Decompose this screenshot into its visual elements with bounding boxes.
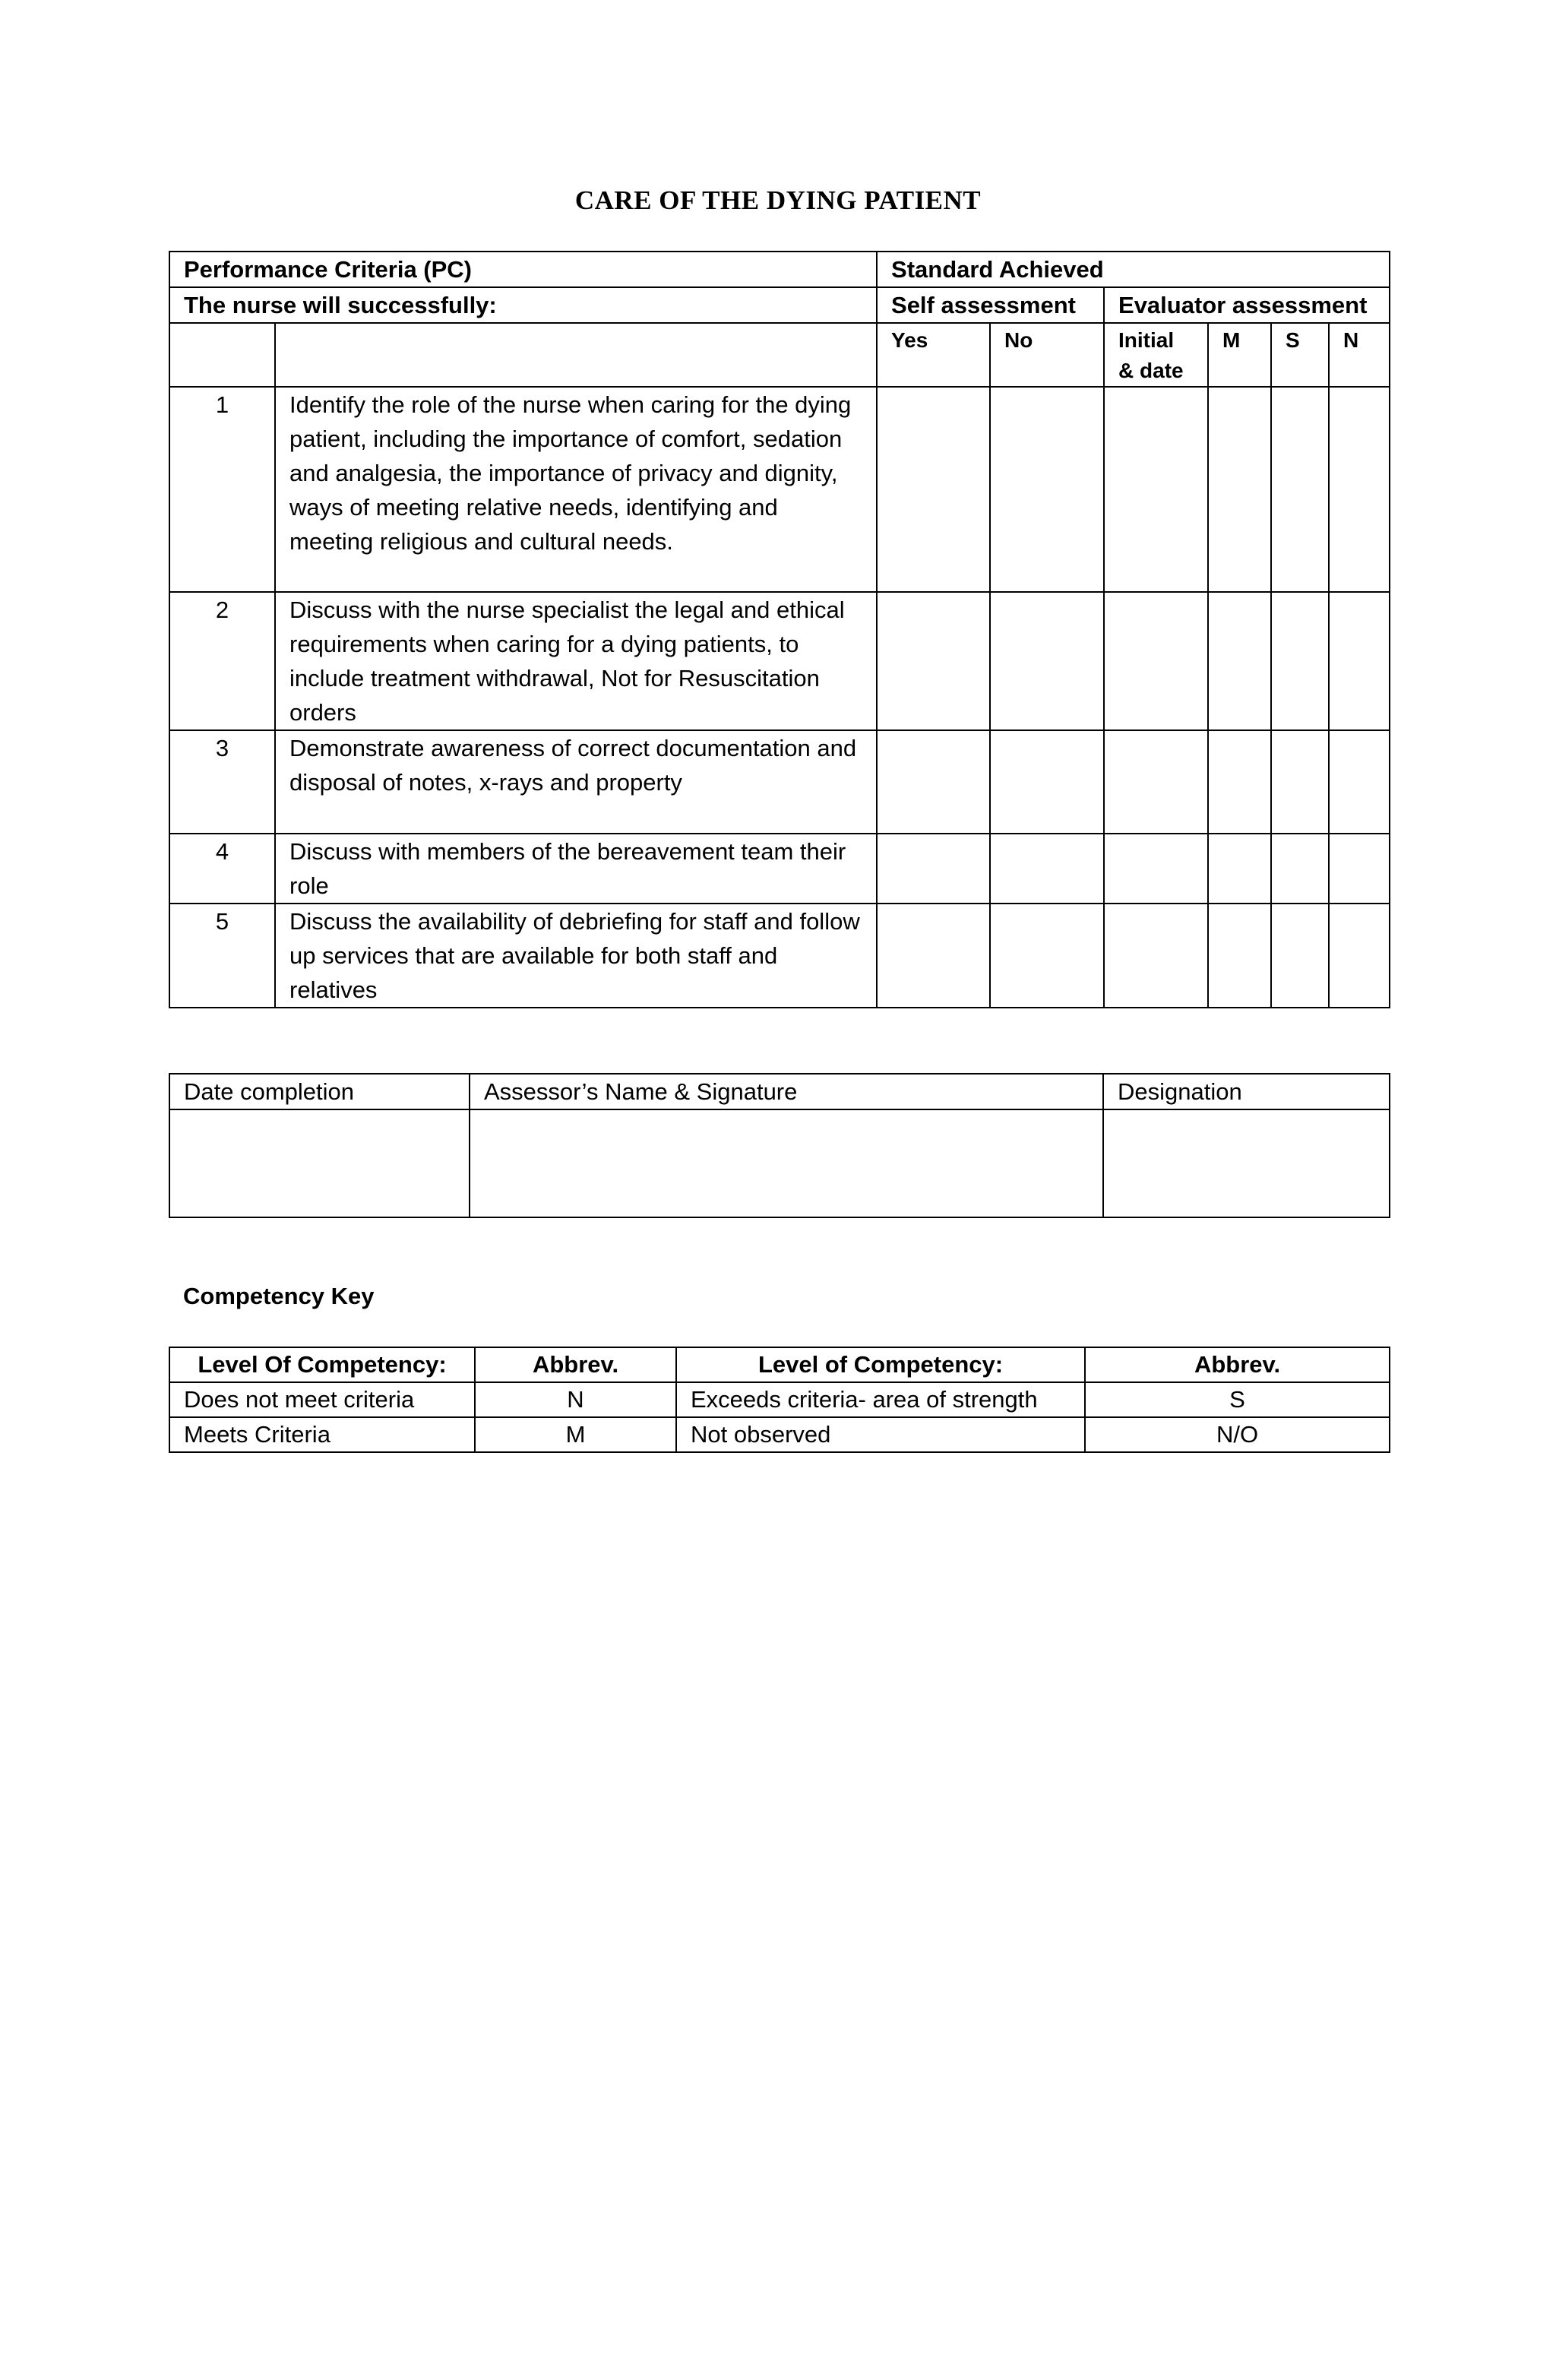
criteria-text: Discuss the availability of debriefing for staff and follow up services that are available for both staff and relatives <box>275 904 877 1008</box>
no-cell[interactable] <box>990 387 1104 592</box>
no-cell[interactable] <box>990 730 1104 834</box>
s-cell[interactable] <box>1271 834 1329 904</box>
n-cell[interactable] <box>1329 904 1390 1008</box>
s-cell[interactable] <box>1271 730 1329 834</box>
assessor-signature-field[interactable] <box>470 1109 1103 1217</box>
designation-field[interactable] <box>1103 1109 1390 1217</box>
self-assessment-header: Self assessment <box>877 287 1104 323</box>
key-header-level: Level Of Competency: <box>169 1347 475 1382</box>
key-abbrev: S <box>1085 1382 1390 1417</box>
nurse-will-header: The nurse will successfully: <box>169 287 877 323</box>
table-row <box>169 1382 1390 1417</box>
initial-date-cell[interactable] <box>1104 592 1208 730</box>
n-cell[interactable] <box>1329 834 1390 904</box>
initial-date-header <box>1104 323 1208 387</box>
yes-cell[interactable] <box>877 904 990 1008</box>
criteria-number: 1 <box>169 387 275 592</box>
n-cell[interactable] <box>1329 730 1390 834</box>
n-cell[interactable] <box>1329 592 1390 730</box>
yes-cell[interactable] <box>877 730 990 834</box>
no-cell[interactable] <box>990 592 1104 730</box>
criteria-number: 2 <box>169 592 275 730</box>
s-cell[interactable] <box>1271 904 1329 1008</box>
standard-achieved-header: Standard Achieved <box>877 252 1390 287</box>
m-cell[interactable] <box>1208 730 1271 834</box>
criteria-number: 4 <box>169 834 275 904</box>
s-cell[interactable] <box>1271 592 1329 730</box>
completion-table <box>169 1073 1390 1218</box>
key-header-level-2: Level of Competency: <box>676 1347 1085 1382</box>
key-header-abbrev-2: Abbrev. <box>1085 1347 1390 1382</box>
table-row <box>169 1417 1390 1452</box>
table-row <box>169 834 1390 904</box>
m-cell[interactable] <box>1208 592 1271 730</box>
initial-date-cell[interactable] <box>1104 730 1208 834</box>
key-abbrev: N <box>475 1382 676 1417</box>
initial-date-cell[interactable] <box>1104 904 1208 1008</box>
empty-cell <box>169 323 275 387</box>
key-level: Not observed <box>676 1417 1085 1452</box>
designation-header: Designation <box>1103 1074 1390 1109</box>
criteria-text: Identify the role of the nurse when caring for the dying patient, including the importance of comfort, sedation and analgesia, the importance of privacy and dignity, ways of meeting relative needs, identifying and meeting religious and cultural needs. <box>275 387 877 592</box>
key-abbrev: N/O <box>1085 1417 1390 1452</box>
yes-cell[interactable] <box>877 387 990 592</box>
table-row <box>169 904 1390 1008</box>
performance-criteria-header: Performance Criteria (PC) <box>169 252 877 287</box>
empty-cell <box>275 323 877 387</box>
initial-label: Initial <box>1118 328 1175 352</box>
s-cell[interactable] <box>1271 387 1329 592</box>
criteria-number: 5 <box>169 904 275 1008</box>
criteria-text: Discuss with the nurse specialist the legal and ethical requirements when caring for a dying patients, to include treatment withdrawal, Not for Resuscitation orders <box>275 592 877 730</box>
table-row <box>169 730 1390 834</box>
performance-criteria-table <box>169 251 1390 1008</box>
date-label: & date <box>1118 359 1184 382</box>
date-completion-field[interactable] <box>169 1109 470 1217</box>
table-row <box>169 387 1390 592</box>
assessor-header: Assessor’s Name & Signature <box>470 1074 1103 1109</box>
key-header-abbrev: Abbrev. <box>475 1347 676 1382</box>
criteria-text: Demonstrate awareness of correct documentation and disposal of notes, x-rays and property <box>275 730 877 834</box>
m-cell[interactable] <box>1208 904 1271 1008</box>
key-level: Meets Criteria <box>169 1417 475 1452</box>
m-cell[interactable] <box>1208 834 1271 904</box>
page-title: CARE OF THE DYING PATIENT <box>574 185 982 215</box>
key-abbrev: M <box>475 1417 676 1452</box>
competency-key-label: Competency Key <box>183 1283 375 1309</box>
yes-cell[interactable] <box>877 592 990 730</box>
competency-key-table <box>169 1347 1390 1453</box>
initial-date-cell[interactable] <box>1104 387 1208 592</box>
key-level: Does not meet criteria <box>169 1382 475 1417</box>
m-cell[interactable] <box>1208 387 1271 592</box>
criteria-number: 3 <box>169 730 275 834</box>
n-cell[interactable] <box>1329 387 1390 592</box>
no-header: No <box>990 323 1104 387</box>
table-row <box>169 592 1390 730</box>
evaluator-assessment-header: Evaluator assessment <box>1104 287 1390 323</box>
no-cell[interactable] <box>990 834 1104 904</box>
criteria-text: Discuss with members of the bereavement team their role <box>275 834 877 904</box>
key-level: Exceeds criteria- area of strength <box>676 1382 1085 1417</box>
n-header: N <box>1329 323 1390 387</box>
m-header: M <box>1208 323 1271 387</box>
initial-date-cell[interactable] <box>1104 834 1208 904</box>
yes-header: Yes <box>877 323 990 387</box>
s-header: S <box>1271 323 1329 387</box>
yes-cell[interactable] <box>877 834 990 904</box>
no-cell[interactable] <box>990 904 1104 1008</box>
date-completion-header: Date completion <box>169 1074 470 1109</box>
